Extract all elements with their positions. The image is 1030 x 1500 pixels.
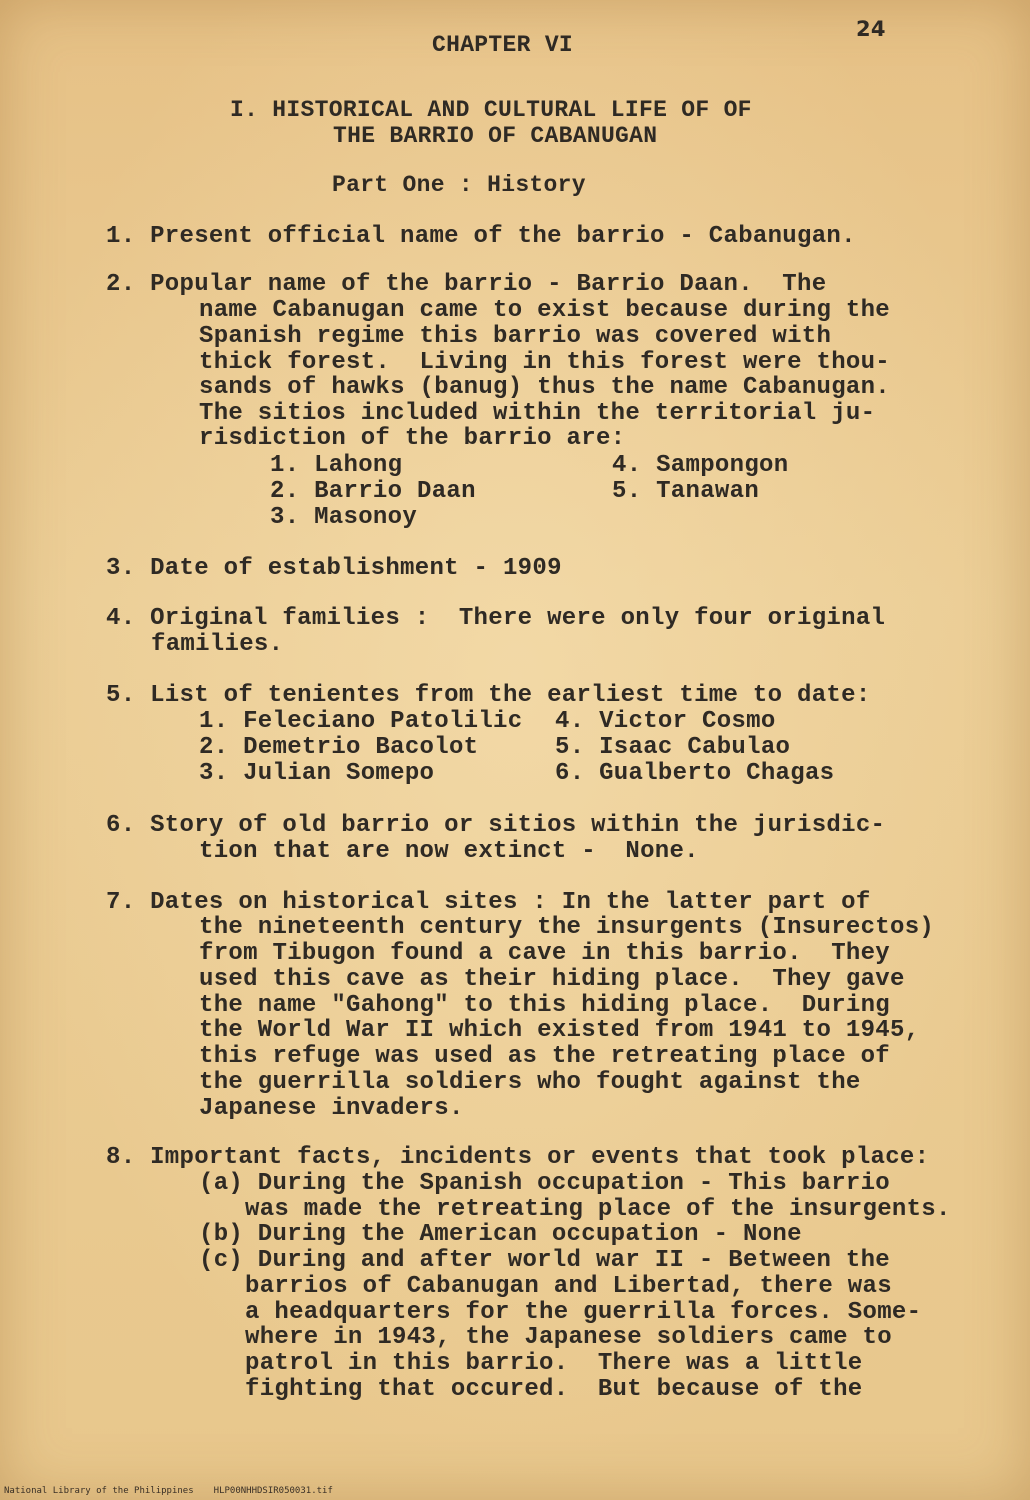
teniente-item: 1. Feleciano Patolilic: [199, 708, 523, 735]
item-2-line7: risdiction of the barrio are:: [199, 425, 626, 452]
item-8-a-line2: was made the retreating place of the insurgents.: [245, 1196, 951, 1223]
scan-footer: [4, 1486, 353, 1496]
item-8-c-line5: patrol in this barrio. There was a little: [245, 1350, 863, 1377]
item-7-line7: this refuge was used as the retreating place of: [199, 1043, 891, 1070]
item-7-line4: used this cave as their hiding place. They gave: [199, 966, 905, 993]
teniente-item: 2. Demetrio Bacolot: [199, 734, 479, 761]
chapter-heading: CHAPTER VI: [432, 32, 574, 58]
item-7-line9: Japanese invaders.: [199, 1095, 464, 1122]
item-1-official-name: 1. Present official name of the barrio - Cabanugan.: [106, 223, 856, 250]
item-7-line1: 7. Dates on historical sites : In the latter part of: [106, 889, 871, 916]
item-7-line6: the World War II which existed from 1941 to 1945,: [199, 1017, 920, 1044]
item-8-c-line3: a headquarters for the guerrilla forces. Some-: [245, 1299, 922, 1326]
item-2-line5: sands of hawks (banug) thus the name Cabanugan.: [199, 374, 891, 401]
footer-filename: HLP00NHHDSIR050031.tif: [213, 1486, 333, 1496]
item-7-line3: from Tibugon found a cave in this barrio. They: [199, 940, 891, 967]
item-4-line1: 4. Original families : There were only four original: [106, 605, 886, 632]
item-7-line2: the nineteenth century the insurgents (Insurectos): [199, 914, 935, 941]
item-6-line1: 6. Story of old barrio or sitios within the jurisdic-: [106, 812, 886, 839]
item-8-b-line1: (b) During the American occupation - None: [199, 1221, 802, 1248]
item-8-c-line2: barrios of Cabanugan and Libertad, there was: [245, 1273, 892, 1300]
sitio-item: 1. Lahong: [270, 452, 403, 479]
item-8-line1: 8. Important facts, incidents or events that took place:: [106, 1144, 930, 1171]
sitio-item: 4. Sampongon: [612, 452, 789, 479]
item-2-line4: thick forest. Living in this forest were thou-: [199, 349, 891, 376]
footer-library: National Library of the Philippines: [4, 1486, 194, 1496]
item-6-line2: tion that are now extinct - None.: [199, 838, 699, 865]
item-4-line2: families.: [151, 631, 284, 658]
teniente-item: 6. Gualberto Chagas: [555, 760, 835, 787]
item-5-line1: 5. List of tenientes from the earliest time to date:: [106, 682, 871, 709]
teniente-item: 5. Isaac Cabulao: [555, 734, 791, 761]
item-7-line5: the name "Gahong" to this hiding place. During: [199, 992, 891, 1019]
item-3-date-established: 3. Date of establishment - 1909: [106, 555, 562, 582]
teniente-item: 4. Victor Cosmo: [555, 708, 776, 735]
item-8-c-line4: where in 1943, the Japanese soldiers came to: [245, 1324, 892, 1351]
section-title-line1: I. HISTORICAL AND CULTURAL LIFE OF OF: [230, 97, 752, 123]
teniente-item: 3. Julian Somepo: [199, 760, 435, 787]
sitio-item: 2. Barrio Daan: [270, 478, 476, 505]
part-heading: Part One : History: [332, 172, 586, 198]
page-number: 24: [856, 17, 886, 41]
item-7-line8: the guerrilla soldiers who fought against the: [199, 1069, 861, 1096]
sitio-item: 5. Tanawan: [612, 478, 760, 505]
sitio-item: 3. Masonoy: [270, 504, 418, 531]
item-2-line2: name Cabanugan came to exist because during the: [199, 297, 891, 324]
item-2-line1: 2. Popular name of the barrio - Barrio Daan. The: [106, 271, 827, 298]
item-8-c-line6: fighting that occured. But because of the: [245, 1376, 863, 1403]
item-2-line6: The sitios included within the territorial ju-: [199, 400, 876, 427]
item-8-c-line1: (c) During and after world war II - Between the: [199, 1247, 891, 1274]
section-title-line2: THE BARRIO OF CABANUGAN: [333, 123, 658, 149]
item-8-a-line1: (a) During the Spanish occupation - This barrio: [199, 1170, 891, 1197]
item-2-line3: Spanish regime this barrio was covered with: [199, 323, 832, 350]
